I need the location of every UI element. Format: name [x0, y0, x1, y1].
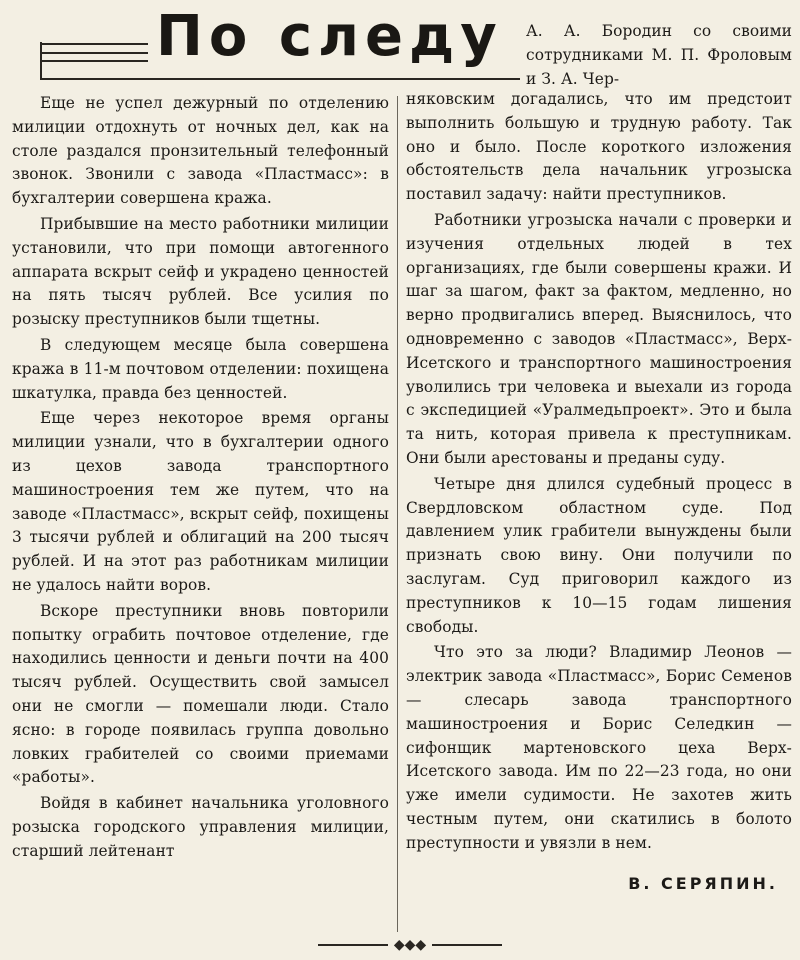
paragraph: няковским догадались, что им предстоит выполнить большую и трудную работу. Так оно и было. После короткого изложения обстоятельств дела начальник угрозыска поставил задачу: найти преступников.: [406, 90, 792, 204]
paragraph: Еще через некоторое время органы милиции узнали, что в бухгалтерии одного из цехов завода транспортного машиностроения тем же путем, что на заводе «Пластмасс», вскрыт сейф, похищены 3 тысячи рублей и облигаций на 200 тысяч рублей. И на этот раз работникам милиции не удалось найти воров.: [12, 409, 389, 594]
right-column: [406, 88, 792, 856]
intro-paragraph: А. А. Бородин со своими сотрудниками М. П. Фроловым и З. А. Чер-: [526, 22, 792, 88]
paragraph: Что это за люди? Владимир Леонов — электрик завода «Пластмасс», Борис Семенов — слесарь завода транспортного машиностроения и Борис Селедкин — сифонщик мартеновского цеха Верх-Исетского завода. Им по 22—23 года, но они уже имели судимости. Не захотев жить честным путем, они скатились в болото преступности и увязли в нем.: [406, 643, 792, 852]
article-headline: По следу: [156, 4, 503, 69]
headline-rule: [42, 60, 148, 62]
intro-right-column: [526, 20, 792, 91]
footer-ornament: [318, 936, 502, 954]
diamond-ornament-icon: ◆◆◆: [393, 937, 427, 953]
headline-rule: [42, 43, 148, 45]
headline-frame-bottom: [40, 78, 520, 80]
headline-block: [0, 0, 520, 85]
paragraph: Прибывшие на место работники милиции установили, что при помощи автогенного аппарата вскрыт сейф и украдено ценностей на пять тысяч рублей. Все усилия по розыску преступников были тщетны.: [12, 214, 389, 329]
ornament-line: [318, 944, 388, 946]
column-divider: [397, 96, 398, 932]
headline-frame-left: [40, 42, 42, 80]
paragraph: Войдя в кабинет начальника уголовного розыска городского управления милиции, старший лейтенант: [12, 794, 389, 860]
paragraph: Работники угрозыска начали с проверки и изучения отдельных людей в тех организациях, где были совершены кражи. И шаг за шагом, факт за фактом, медленно, но верно продвигались вперед. Выяснилось, что одновременно с заводов «Пластмасс», Верх-Исетского и транспортного машиностроения уволились три человека и выехали из города с экспедицией «Уралмедьпроект». Это и была та нить, которая привела к преступникам. Они были арестованы и преданы суду.: [406, 210, 792, 467]
paragraph: Еще не успел дежурный по отделению милиции отдохнуть от ночных дел, как на столе раздался пронзительный телефонный звонок. Звонили с завода «Пластмасс»: в бухгалтерии совершена кража.: [12, 94, 389, 208]
headline-rule: [42, 52, 148, 54]
ornament-line: [432, 944, 502, 946]
paragraph: Вскоре преступники вновь повторили попытку ограбить почтовое отделение, где находились ценности и деньги почти на 400 тысяч рублей. Осуществить свой замысел они не смогли — помешали люди. Стало ясно: в городе появилась группа довольно ловких грабителей со своими приемами «работы».: [12, 601, 389, 787]
paragraph: В следующем месяце была совершена кража в 11-м почтовом отделении: похищена шкатулка, правда без ценностей.: [12, 335, 389, 402]
left-column: [12, 92, 389, 864]
author-signature: В. СЕРЯПИН.: [628, 874, 778, 893]
paragraph: Четыре дня длился судебный процесс в Свердловском областном суде. Под давлением улик грабители вынуждены были признать свою вину. Они получили по заслугам. Суд приговорил каждого из преступников к 10—15 годам лишения свободы.: [406, 474, 792, 636]
